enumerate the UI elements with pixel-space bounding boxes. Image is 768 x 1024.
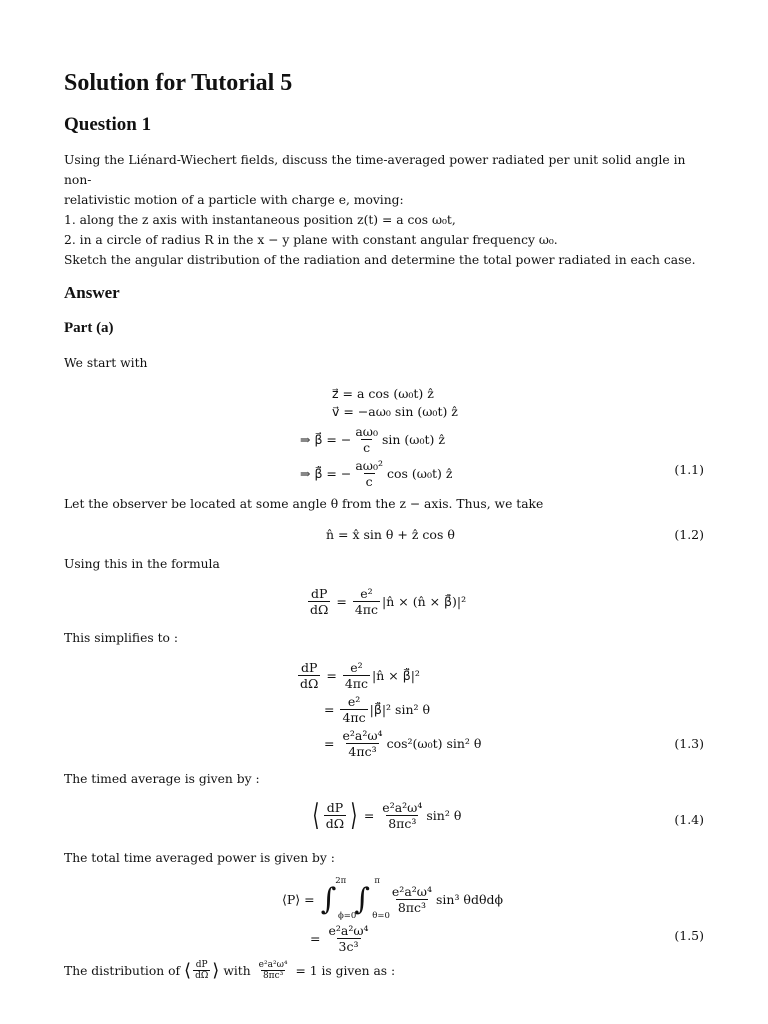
eq-1-5-l2-den: 3c³ bbox=[338, 938, 359, 954]
distribution-with: with bbox=[223, 963, 251, 978]
eq-1-3-line-1: $\frac{dP}{d\Omega}$ = $\frac{\text{e²}}{4\pi c}$ |n̂ × β̇⃗|² bbox=[300, 659, 420, 691]
eq-beta-rhs: sin (ω₀t) ẑ bbox=[381, 431, 445, 447]
question-line-2: relativistic motion of a particle with charge e, moving: bbox=[64, 193, 404, 207]
integral-phi-lower: ϕ=0 bbox=[337, 910, 357, 921]
equation-1-2: n̂ = x̂ sin θ + ẑ cos θ bbox=[326, 527, 455, 542]
equation-1-5 bbox=[282, 875, 542, 956]
eq-1-4-lhs-fraction bbox=[324, 800, 346, 831]
eq-1-3-l1-den: 4πc bbox=[344, 675, 369, 691]
dist-den: 8πc³ bbox=[262, 971, 284, 981]
left-angle-bracket: ⟨ bbox=[312, 798, 320, 833]
eq-1-3-l2-rhs: |β̇⃗|² sin² θ bbox=[369, 701, 431, 717]
eq-1-3-line-2: = $\frac{\text{e²}}{4\pi c}$ |β̇⃗|² sin² θ bbox=[324, 693, 431, 725]
eq-1-4-rhs: sin² θ bbox=[426, 808, 462, 823]
integral-phi-upper: 2π bbox=[335, 875, 347, 886]
integral-phi: ∫ 2π ϕ=0 bbox=[320, 875, 357, 921]
eq-number-1-1: (1.1) bbox=[674, 462, 704, 477]
integral-theta-lower: θ=0 bbox=[372, 910, 390, 921]
eq-1-3-line-3: = $\frac{\text{e²a²ω⁴}}{\text{4πc³}}$ cos²(ω₀t) sin² θ bbox=[324, 727, 482, 759]
eq-beta-dot-den: c bbox=[365, 473, 373, 489]
start-text: We start with bbox=[64, 356, 148, 370]
total-power-text: The total time averaged power is given by : bbox=[64, 851, 335, 865]
radiation-formula bbox=[306, 586, 466, 617]
eq-1-3-lhs-den: dΩ bbox=[300, 675, 319, 691]
eq-1-3-l1-num: e² bbox=[350, 659, 363, 675]
dist-lhs-den: dΩ bbox=[195, 971, 209, 981]
eq-beta bbox=[300, 422, 520, 456]
eq-1-3-lhs-fraction bbox=[298, 660, 320, 691]
eq-1-3-l3-fraction bbox=[340, 728, 384, 759]
eq-1-5-l1-rhs: sin³ θdθdϕ bbox=[435, 891, 504, 907]
eq-beta-dot-num: aω₀² bbox=[355, 457, 383, 473]
eq-beta-lhs: ⇒ β⃗ = − bbox=[300, 431, 352, 447]
dist-fraction bbox=[257, 960, 290, 981]
formula-lhs-den: dΩ bbox=[310, 602, 329, 617]
simplifies-text: This simplifies to : bbox=[64, 631, 179, 645]
part-a-heading: Part (a) bbox=[64, 320, 114, 336]
eq-1-5-l2-num: e²a²ω⁴ bbox=[328, 922, 369, 938]
formula-lhs-num: dP bbox=[310, 586, 328, 601]
integral-theta-upper: π bbox=[374, 875, 380, 886]
formula-equals: = bbox=[336, 594, 347, 609]
right-angle-bracket: ⟩ bbox=[350, 798, 358, 833]
eq-1-3-l1-rhs: |n̂ × β̇⃗|² bbox=[372, 667, 420, 683]
question-line-5: Sketch the angular distribution of the radiation and determine the total power radiated in each case. bbox=[64, 253, 696, 267]
equation-1-4: ⟨ $\frac{dP}{d\Omega}$ ⟩ = $\frac{\text{e²a²ω⁴}}{\text{8πc³}}$ sin² θ bbox=[312, 798, 462, 833]
eq-number-1-5: (1.5) bbox=[674, 928, 704, 943]
eq-1-3-l3-den: 4πc³ bbox=[348, 743, 377, 759]
question-text bbox=[64, 150, 704, 270]
eq-1-3-l1-fraction bbox=[343, 660, 370, 691]
eq-1-3-l2-num: e² bbox=[347, 693, 361, 709]
eq-number-1-3: (1.3) bbox=[674, 736, 704, 751]
question-heading: Question 1 bbox=[64, 114, 152, 135]
eq-1-5-l1-fraction bbox=[390, 884, 434, 915]
eq-1-3-l3-rhs: cos²(ω₀t) sin² θ bbox=[386, 735, 482, 751]
eq-1-5-l1-den: 8πc³ bbox=[397, 899, 427, 915]
dist-num: e²a²ω⁴ bbox=[258, 960, 288, 970]
page-title: Solution for Tutorial 5 bbox=[64, 70, 293, 96]
formula-den: 4πc bbox=[354, 602, 379, 617]
eq-number-1-4: (1.4) bbox=[674, 812, 704, 827]
formula-fraction bbox=[353, 586, 380, 617]
answer-heading: Answer bbox=[64, 283, 120, 302]
eq-1-4-lhs-num: dP bbox=[326, 800, 344, 815]
eq-1-4-lhs-den: dΩ bbox=[325, 816, 345, 831]
eq-1-3-l3-num: e²a²ω⁴ bbox=[342, 727, 383, 743]
question-line-3: 1. along the z axis with instantaneous position z(t) = a cos ω₀t, bbox=[64, 213, 456, 227]
distribution-line bbox=[64, 960, 395, 981]
distribution-prefix: The distribution of bbox=[64, 963, 181, 978]
question-line-4: 2. in a circle of radius R in the x − y plane with constant angular frequency ω₀. bbox=[64, 233, 558, 247]
eq-1-3-lhs-num: dP bbox=[300, 659, 318, 675]
eq-1-5-l1-num: e²a²ω⁴ bbox=[391, 883, 432, 899]
eq-1-4-fraction bbox=[380, 800, 424, 831]
eq-1-3-l2-fraction bbox=[340, 694, 367, 725]
eq-beta-dot-rhs: cos (ω₀t) ẑ bbox=[387, 465, 453, 481]
equation-1-3 bbox=[296, 658, 536, 760]
eq-1-4-num: e²a²ω⁴ bbox=[382, 800, 423, 815]
formula-num: e² bbox=[360, 586, 373, 601]
dist-left-angle: ⟨ bbox=[184, 959, 192, 981]
formula-lhs-fraction bbox=[308, 586, 330, 617]
integral-theta: ∫ π θ=0 bbox=[354, 875, 390, 921]
eq-1-4-den: 8πc³ bbox=[388, 816, 417, 831]
formula-text: Using this in the formula bbox=[64, 557, 220, 571]
dist-lhs-fraction bbox=[193, 960, 210, 981]
eq-position: z⃗ = a cos (ω₀t) ẑ bbox=[332, 386, 434, 401]
eq-beta-dot bbox=[300, 456, 520, 490]
eq-1-3-l2-den: 4πc bbox=[342, 709, 366, 725]
eq-number-1-2: (1.2) bbox=[674, 527, 704, 542]
observer-text: Let the observer be located at some angle θ from the z − axis. Thus, we take bbox=[64, 497, 544, 511]
dist-lhs-num: dP bbox=[195, 960, 208, 970]
formula-rhs: |n̂ × (n̂ × β̇⃗)|² bbox=[382, 594, 467, 609]
equation-1-1 bbox=[300, 386, 520, 490]
dist-right-angle: ⟩ bbox=[212, 959, 220, 981]
eq-beta-fraction bbox=[353, 424, 380, 455]
eq-beta-num: aω₀ bbox=[355, 423, 378, 439]
eq-1-5-lhs: ⟨P⟩ = bbox=[282, 891, 315, 907]
eq-beta-den: c bbox=[363, 439, 371, 455]
timed-average-text: The timed average is given by : bbox=[64, 772, 260, 786]
eq-velocity: v⃗ = −aω₀ sin (ω₀t) ẑ bbox=[332, 404, 458, 419]
eq-1-5-line-1 bbox=[282, 875, 542, 921]
eq-beta-dot-fraction bbox=[353, 458, 385, 489]
question-line-1: Using the Liénard-Wiechert fields, discuss the time-averaged power radiated per unit solid angle in non- bbox=[64, 153, 686, 187]
eq-1-5-l2-fraction bbox=[326, 923, 370, 954]
distribution-suffix: = 1 is given as : bbox=[295, 963, 396, 978]
eq-1-5-line-2: = $\frac{\text{e²a²ω⁴}}{\text{3c³}}$ bbox=[310, 922, 369, 954]
eq-beta-dot-lhs: ⇒ β̇⃗ = − bbox=[300, 465, 352, 481]
